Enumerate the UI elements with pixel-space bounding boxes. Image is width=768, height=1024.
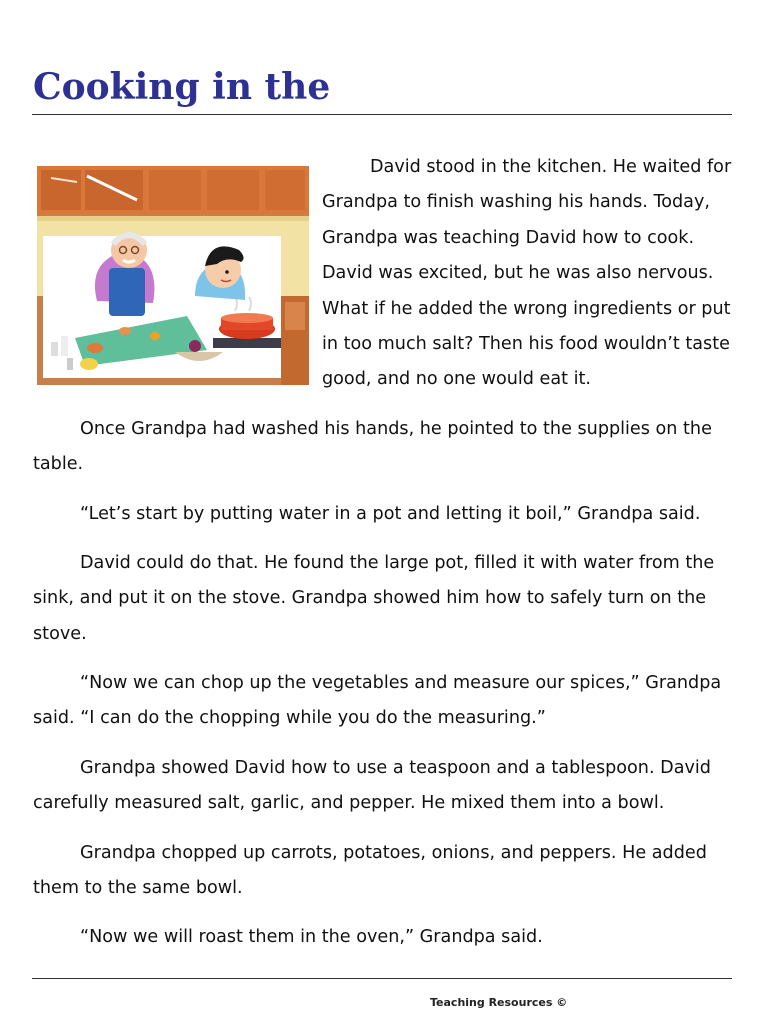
intro-line: Grandpa was teaching David how to cook. (322, 227, 695, 248)
title-divider (32, 114, 732, 115)
footer-divider (32, 978, 732, 979)
intro-line: good, and no one would eat it. (322, 369, 592, 390)
story-paragraph: Grandpa showed David how to use a teaspoon and a tablespoon. David carefully measured salt, garlic, and pepper. He mixed them into a bowl. (33, 758, 711, 814)
page-title: Cooking in the (33, 66, 331, 108)
intro-line: Grandpa to finish washing his hands. Today, (322, 192, 710, 213)
story-paragraph: “Let’s start by putting water in a pot and letting it boil,” Grandpa said. (80, 504, 701, 524)
intro-line: David stood in the kitchen. He waited for (370, 157, 732, 177)
story-paragraph: Grandpa chopped up carrots, potatoes, onions, and peppers. He added them to the same bowl. (33, 843, 707, 899)
story-paragraph: Once Grandpa had washed his hands, he pointed to the supplies on the table. (33, 419, 712, 475)
story-paragraph: “Now we will roast them in the oven,” Grandpa said. (80, 927, 543, 947)
footer-credit: Teaching Resources © (430, 996, 568, 1009)
intro-line: David was excited, but he was also nervous. (322, 263, 714, 284)
kitchen-cooking-illustration (37, 166, 309, 385)
story-paragraph: David could do that. He found the large pot, filled it with water from the sink, and put it on the stove. Grandpa showed him how to safely turn on the stove. (33, 553, 715, 644)
intro-line: What if he added the wrong ingredients or put (322, 298, 731, 319)
story-paragraph: “Now we can chop up the vegetables and measure our spices,” Grandpa said. “I can do the chopping while you do the measuring.” (33, 673, 722, 729)
intro-paragraph (322, 150, 734, 398)
intro-line: in too much salt? Then his food wouldn’t taste (322, 334, 730, 355)
